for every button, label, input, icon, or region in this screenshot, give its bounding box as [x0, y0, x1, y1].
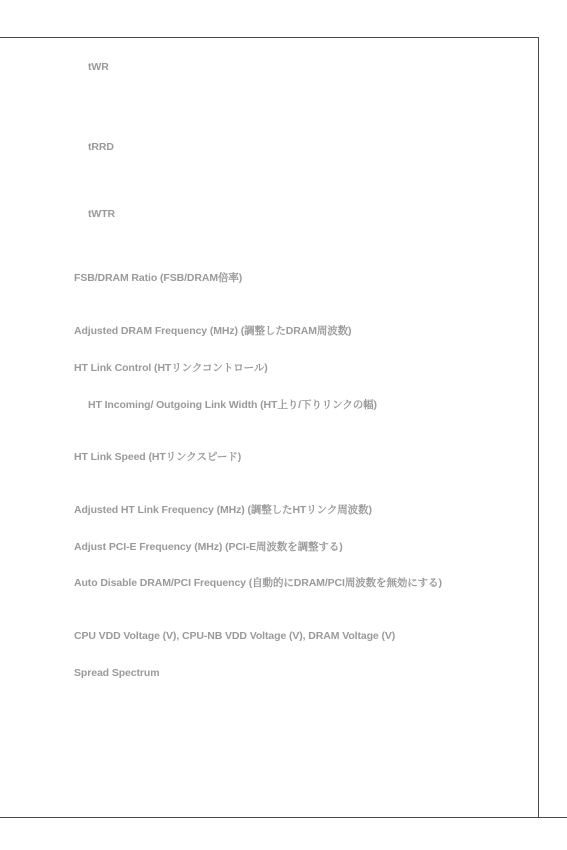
item-fsb-dram-ratio: FSB/DRAM Ratio (FSB/DRAM倍率): [74, 272, 243, 284]
item-adjust-pcie-frequency: Adjust PCI-E Frequency (MHz) (PCI-E周波数を調整する): [74, 541, 343, 553]
item-twr: tWR: [88, 61, 109, 73]
page-right-rule: [538, 37, 539, 817]
item-auto-disable-dram-pci-frequency: Auto Disable DRAM/PCI Frequency (自動的にDRAM/PCI周波数を無効にする): [74, 577, 442, 589]
item-spread-spectrum: Spread Spectrum: [74, 667, 160, 679]
item-ht-link-control: HT Link Control (HTリンクコントロール): [74, 362, 268, 374]
page-bottom-rule: [0, 817, 567, 818]
item-twtr: tWTR: [88, 208, 116, 220]
page-top-rule: [0, 37, 538, 38]
item-trrd: tRRD: [88, 141, 114, 153]
item-adjusted-dram-frequency: Adjusted DRAM Frequency (MHz) (調整したDRAM周波数): [74, 325, 352, 337]
item-ht-link-width: HT Incoming/ Outgoing Link Width (HT上り/下りリンクの幅): [88, 399, 377, 411]
item-voltages: CPU VDD Voltage (V), CPU-NB VDD Voltage (V), DRAM Voltage (V): [74, 630, 396, 642]
item-ht-link-speed: HT Link Speed (HTリンクスピード): [74, 451, 242, 463]
item-adjusted-ht-link-frequency: Adjusted HT Link Frequency (MHz) (調整したHTリンク周波数): [74, 504, 372, 516]
